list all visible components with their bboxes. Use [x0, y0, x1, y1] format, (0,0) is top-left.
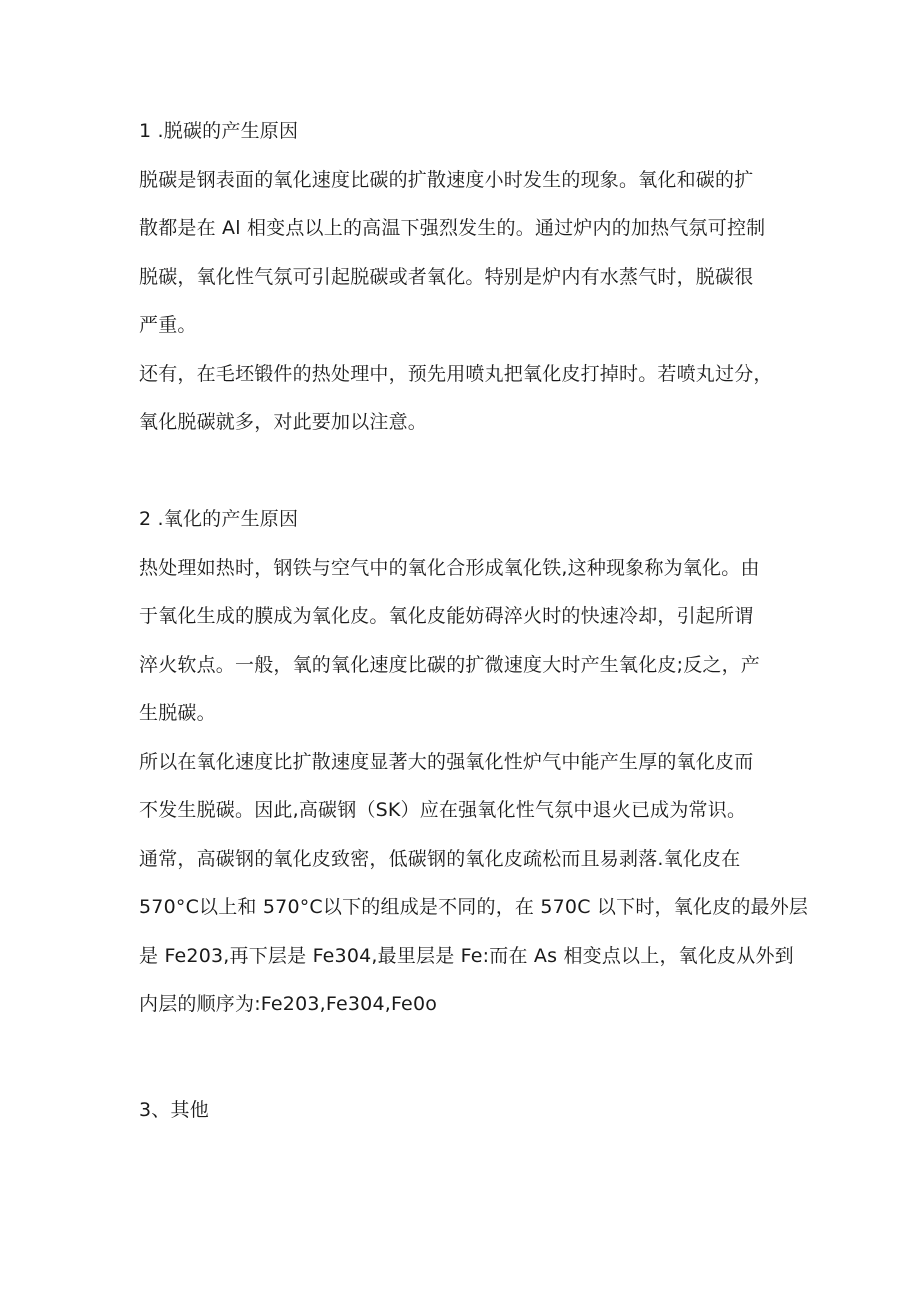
section-2-para-1-line-4: 生脱碳。 [139, 702, 216, 724]
section-1-para-1-line-1: 脱碳是钢表面的氧化速度比碳的扩散速度小时发生的现象。氧化和碳的扩 [139, 169, 754, 191]
section-1-para-1-line-2: 散都是在 Al 相变点以上的高温下强烈发生的。通过炉内的加热气氛可控制 [139, 217, 766, 239]
section-2-para-3-line-3: 是 Fe203,再下层是 Fe304,最里层是 Fe:而在 As 相变点以上，氧化皮从外到 [139, 945, 794, 967]
section-2-para-3-line-4: 内层的顺序为:Fe203,Fe304,Fe0o [139, 993, 438, 1015]
section-1-para-2-line-1: 还有，在毛坯锻件的热处理中，预先用喷丸把氧化皮打掉时。若喷丸过分， [139, 363, 773, 385]
section-2-heading: 2 .氧化的产生原因 [139, 508, 299, 530]
section-2-para-2-line-1: 所以在氧化速度比扩散速度显著大的强氧化性炉气中能产生厚的氧化皮而 [139, 751, 754, 773]
section-1-heading: 1 .脱碳的产生原因 [139, 120, 299, 142]
section-2-para-3-line-1: 通常，高碳钢的氧化皮致密，低碳钢的氧化皮疏松而且易剥落.氧化皮在 [139, 848, 741, 870]
section-3-heading: 3、其他 [139, 1099, 209, 1121]
section-1-para-2-line-2: 氧化脱碳就多，对此要加以注意。 [139, 411, 428, 433]
section-1-para-1-line-4: 严重。 [139, 314, 197, 336]
section-2-para-3-line-2: 570°C以上和 570°C以下的组成是不同的，在 570C 以下时，氧化皮的最外层 [139, 896, 809, 918]
section-1-para-1-line-3: 脱碳，氧化性气氛可引起脱碳或者氧化。特别是炉内有水蒸气时，脱碳很 [139, 266, 754, 288]
section-2-para-1-line-2: 于氧化生成的膜成为氧化皮。氧化皮能妨碍淬火时的快速冷却，引起所谓 [139, 605, 754, 627]
section-2-para-1-line-1: 热处理如热时，钢铁与空气中的氧化合形成氧化铁,这种现象称为氧化。由 [139, 557, 760, 579]
section-2-para-1-line-3: 淬火软点。一般，氧的氧化速度比碳的扩微速度大时产生氧化皮;反之，产 [139, 654, 761, 676]
section-2-para-2-line-2: 不发生脱碳。因此,高碳钢（SK）应在强氧化性气氛中退火已成为常识。 [139, 799, 747, 821]
